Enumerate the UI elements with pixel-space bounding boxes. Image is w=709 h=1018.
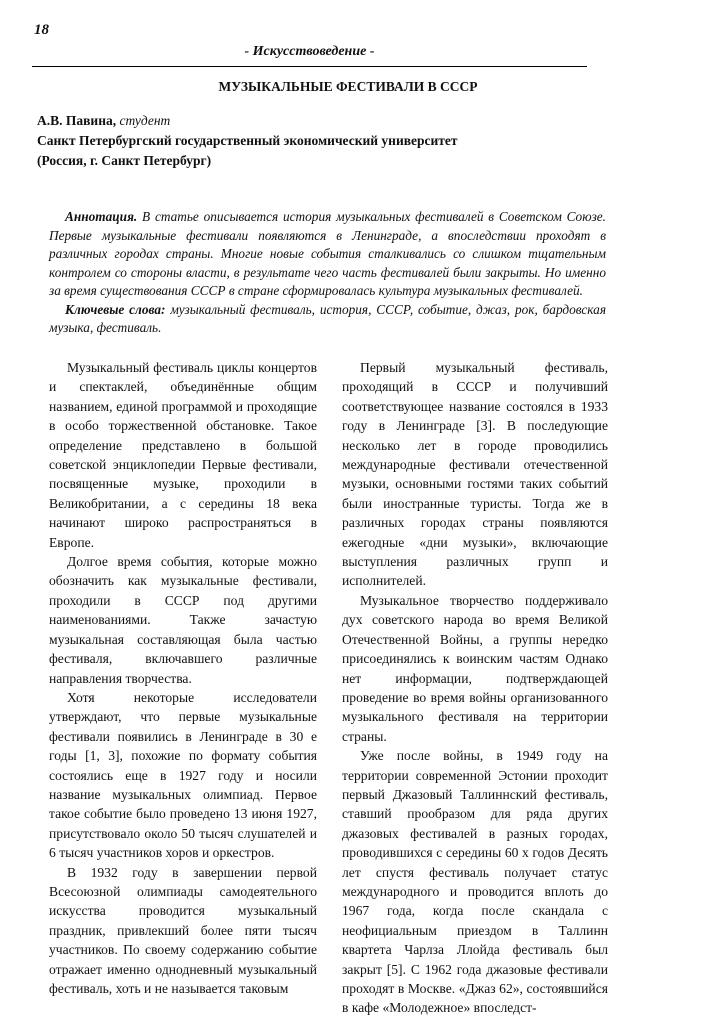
- body-paragraph: Хотя некоторые исследователи утверждают, что первые музыкальные фестивали появились в Ленинграде в 30 е годы [1, 3], похожие по формату события состоялись еще в 1927 году и носили название музыкальных олимпиад. Первое такое событие было проведено 13 июня 1927, присутствовало около 50 тысяч слушателей и 6 тысяч участников хоров и оркестров.: [49, 689, 317, 861]
- author-block: [37, 111, 458, 171]
- running-head: - Искусствоведение -: [244, 44, 375, 59]
- author-role: студент: [119, 113, 171, 128]
- keywords-paragraph: [49, 301, 606, 338]
- page-number: 18: [34, 22, 49, 38]
- body-paragraph: Музыкальное творчество поддерживало дух советского народа во время Великой Отечественной Войны, а группы нередко присоединялись к воинским частям Однако нет информации, подтверждающей проведение во время войны организованного музыкального фестиваля на территории страны.: [342, 592, 608, 744]
- abstract-text: В статье описывается история музыкальных фестивалей в Советском Союзе. Первые музыкальные фестивали появляются в Ленинграде, а впоследствии проходят в различных городах страны. Многие новые события сталкивались со слишком тщательным контролем со стороны власти, в результате чего часть фестивалей были закрыты. Но именно за время существования СССР в стране сформировалась культура музыкальных фестивалей.: [49, 209, 606, 298]
- header-rule: [32, 66, 587, 67]
- abstract-paragraph: [49, 208, 606, 301]
- body-right-column: [342, 358, 608, 1018]
- body-paragraph: В 1932 году в завершении первой Всесоюзной олимпиады самодеятельного искусства проводится музыкальный праздник, привлекший более пяти тысяч участников. По своему содержанию событие отражает именно однодневный музыкальный фестиваль, хоть и не называется таковым: [49, 864, 317, 996]
- body-paragraph: Первый музыкальный фестиваль, проходящий в СССР и получивший соответствующее название состоялся в 1933 году в Ленинграде [3]. В последующие несколько лет в городе проводились международные фестивали отечественной музыки, основными гостями таких событий были иностранные туристы. Тогда же в различных городах страны появляются ежегодные «дни музыки», включающие выступления различных групп и исполнителей.: [342, 360, 608, 589]
- body-left-column: [49, 358, 317, 998]
- author-name: А.В. Павина,: [37, 113, 117, 128]
- author-affiliation: Санкт Петербургский государственный экономический университет: [37, 133, 458, 148]
- author-location: (Россия, г. Санкт Петербург): [37, 153, 212, 168]
- body-paragraph: Долгое время события, которые можно обозначить как музыкальные фестивали, проходили в СССР под другими наименованиями. Также зачастую музыкальная составляющая была частью фестиваля, включавшего различные направления творчества.: [49, 554, 317, 686]
- keywords-text: музыкальный фестиваль, история, СССР, событие, джаз, рок, бардовская музыка, фестиваль.: [49, 301, 607, 335]
- body-paragraph: Музыкальный фестиваль циклы концертов и спектаклей, объединённые общим названием, единой программой и проходящие в особо торжественной обстановке. Такое определение представлено в большой советской энциклопедии Первые фестивали, посвященные музыке, проходили в Великобритании, а с середины 18 века начинают широко распространяться в Европе.: [49, 360, 317, 550]
- keywords-label: Ключевые слова:: [65, 301, 166, 317]
- author-line: [37, 111, 458, 131]
- abstract-label: Аннотация.: [65, 209, 138, 224]
- article-title: МУЗЫКАЛЬНЫЕ ФЕСТИВАЛИ В СССР: [218, 79, 478, 94]
- abstract: [49, 208, 606, 338]
- body-paragraph: Уже после войны, в 1949 году на территории современной Эстонии проходит первый Джазовый Таллиннский фестиваль, ставший прообразом для ряда других джазовых фестивалей в разных городах, проводившихся с середины 60 х годов Десять лет спустя фестиваль получает статус международного и проводится вплоть до 1967 года, когда после скандала с неофициальным приездом в Таллинн квартета Чарлза Ллойда фестиваль был закрыт [5]. С 1962 года джазовые фестивали проходят в Москве. «Джаз 62», состоявшийся в кафе «Молодежное» впоследст-: [342, 748, 608, 1016]
